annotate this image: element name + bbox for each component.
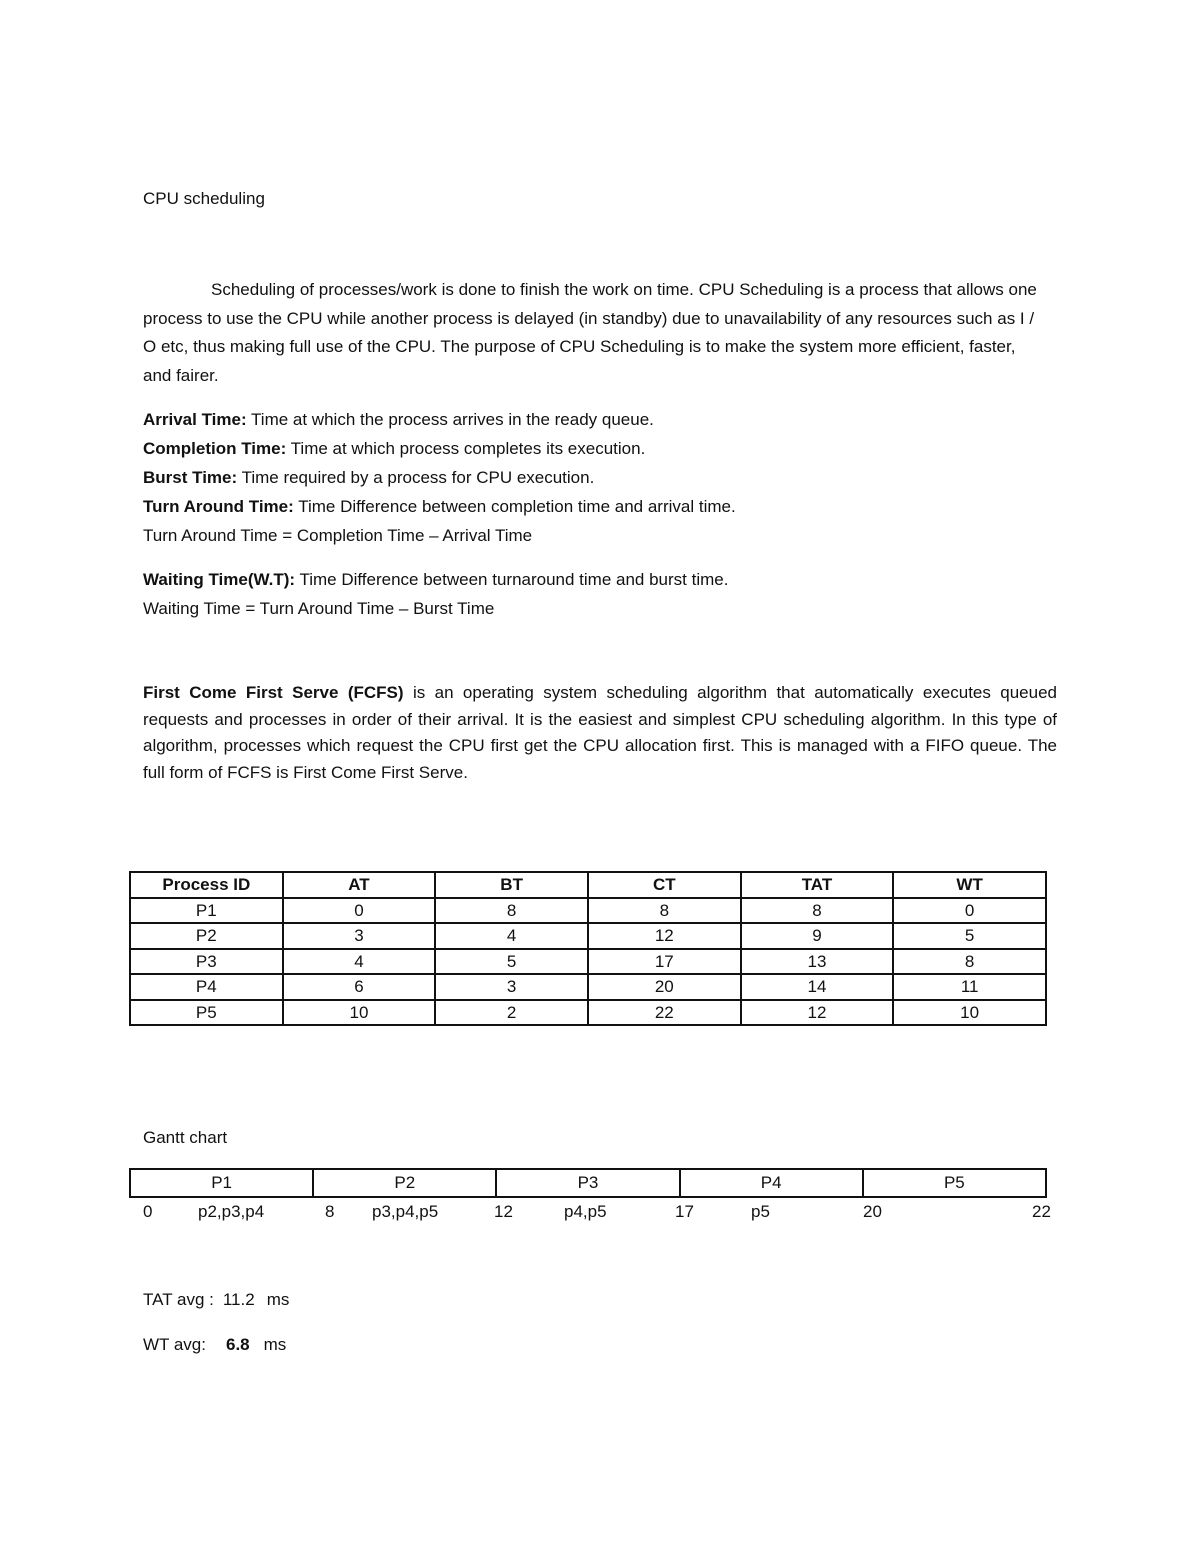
gantt-block: P1 — [130, 1169, 313, 1197]
table-cell: 3 — [435, 974, 588, 1000]
table-cell: 3 — [283, 923, 436, 949]
def-burst-term: Burst Time: — [143, 468, 238, 487]
fcfs-text: is an operating system scheduling algorithm that automatically executes queued requests and processes in order of their arrival. It is the easiest and simplest CPU scheduling algorithm. In this type of algorithm, processes which request the CPU first get the CPU allocation first. This is managed with a FIFO queue. The full form of FCFS is First Come First Serve. — [143, 683, 1058, 782]
def-completion-term: Completion Time: — [143, 439, 287, 458]
tat-avg-value: 11.2 — [222, 1290, 255, 1309]
intro-text: Scheduling of processes/work is done to finish the work on time. CPU Scheduling is a process that allows one process to use the CPU while another process is delayed (in standby) due to unavailability of any resources such as I / O etc, thus making full use of the CPU. The purpose of CPU Scheduling is to make the system more efficient, faster, and fairer. — [143, 280, 1037, 385]
process-table — [129, 871, 1047, 1026]
table-cell: 8 — [893, 949, 1046, 975]
gantt-time: 20 — [863, 1202, 882, 1221]
wt-avg-unit: ms — [263, 1335, 287, 1354]
page-title: CPU scheduling — [143, 189, 265, 208]
table-cell: 20 — [588, 974, 741, 1000]
fcfs-paragraph — [143, 680, 1057, 786]
def-completion — [143, 434, 1043, 463]
table-cell: 8 — [741, 898, 894, 924]
table-cell: 12 — [588, 923, 741, 949]
table-cell: 8 — [435, 898, 588, 924]
def-arrival — [143, 405, 1043, 434]
table-cell: 10 — [893, 1000, 1046, 1026]
fcfs-term: First Come First Serve (FCFS) — [143, 683, 404, 702]
intro-paragraph — [143, 276, 1043, 390]
header-cell: CT — [588, 872, 741, 898]
def-arrival-term: Arrival Time: — [143, 410, 247, 429]
table-cell: P5 — [130, 1000, 283, 1026]
table-cell: P3 — [130, 949, 283, 975]
table-cell: 12 — [741, 1000, 894, 1026]
tat-formula: Turn Around Time = Completion Time – Arrival Time — [143, 526, 533, 545]
table-header-row — [130, 872, 1046, 898]
table-row — [130, 898, 1046, 924]
wt-average — [143, 1335, 286, 1355]
definitions — [143, 405, 1043, 623]
table-cell: 5 — [893, 923, 1046, 949]
def-completion-text: Time at which process completes its execution. — [286, 439, 646, 458]
def-tat-term: Turn Around Time: — [143, 497, 294, 516]
table-cell: 8 — [588, 898, 741, 924]
tat-avg-unit: ms — [266, 1290, 290, 1309]
gantt-queue: p5 — [751, 1202, 770, 1221]
gantt-queue: p3,p4,p5 — [372, 1202, 439, 1221]
wt-formula: Waiting Time = Turn Around Time – Burst Time — [143, 599, 495, 618]
table-cell: 0 — [893, 898, 1046, 924]
header-cell: WT — [893, 872, 1046, 898]
def-burst-text: Time required by a process for CPU execution. — [237, 468, 595, 487]
gantt-time: 22 — [1032, 1202, 1051, 1221]
wt-avg-label: WT avg: — [143, 1335, 206, 1354]
gantt-time: 8 — [325, 1202, 335, 1221]
gantt-title: Gantt chart — [143, 1128, 228, 1147]
gantt-queue: p2,p3,p4 — [198, 1202, 265, 1221]
def-wt — [143, 565, 1043, 594]
table-cell: P4 — [130, 974, 283, 1000]
gantt-chart — [129, 1168, 1047, 1198]
table-cell: 22 — [588, 1000, 741, 1026]
tat-avg-label: TAT avg : — [143, 1290, 214, 1309]
table-row — [130, 949, 1046, 975]
gantt-time: 0 — [143, 1202, 153, 1221]
table-cell: 2 — [435, 1000, 588, 1026]
header-cell: Process ID — [130, 872, 283, 898]
def-wt-term: Waiting Time(W.T): — [143, 570, 296, 589]
gantt-block: P5 — [863, 1169, 1046, 1197]
def-wt-text: Time Difference between turnaround time and burst time. — [295, 570, 729, 589]
table-cell: 4 — [435, 923, 588, 949]
def-tat-text: Time Difference between completion time and arrival time. — [293, 497, 736, 516]
header-cell: BT — [435, 872, 588, 898]
table-cell: 13 — [741, 949, 894, 975]
table-cell: 0 — [283, 898, 436, 924]
table-cell: 6 — [283, 974, 436, 1000]
tat-average — [143, 1290, 289, 1310]
table-cell: 4 — [283, 949, 436, 975]
def-burst — [143, 463, 1043, 492]
table-cell: 10 — [283, 1000, 436, 1026]
table-cell: 14 — [741, 974, 894, 1000]
gantt-time: 17 — [675, 1202, 694, 1221]
gantt-block: P4 — [680, 1169, 863, 1197]
gantt-time: 12 — [494, 1202, 513, 1221]
table-cell: 5 — [435, 949, 588, 975]
table-row — [130, 974, 1046, 1000]
table-row — [130, 923, 1046, 949]
gantt-queue: p4,p5 — [564, 1202, 607, 1221]
header-cell: AT — [283, 872, 436, 898]
gantt-block: P3 — [496, 1169, 679, 1197]
def-tat — [143, 492, 1043, 521]
gantt-row — [130, 1169, 1046, 1197]
table-cell: P1 — [130, 898, 283, 924]
header-cell: TAT — [741, 872, 894, 898]
gantt-block: P2 — [313, 1169, 496, 1197]
table-row — [130, 1000, 1046, 1026]
table-cell: 11 — [893, 974, 1046, 1000]
def-arrival-text: Time at which the process arrives in the ready queue. — [246, 410, 654, 429]
wt-avg-value: 6.8 — [225, 1335, 250, 1354]
table-cell: P2 — [130, 923, 283, 949]
table-cell: 17 — [588, 949, 741, 975]
table-cell: 9 — [741, 923, 894, 949]
